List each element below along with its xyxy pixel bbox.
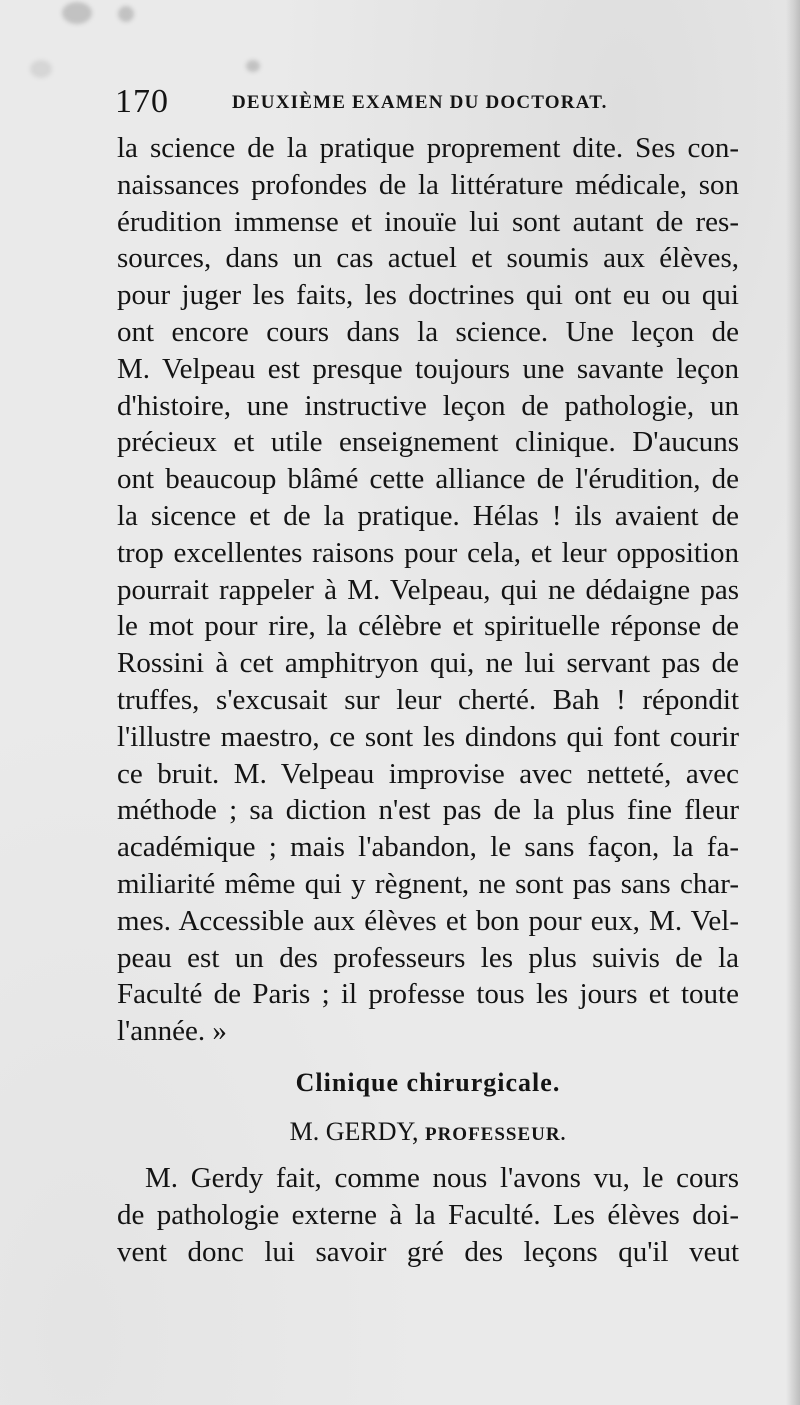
text-line: académique ; mais l'abandon, le sans façon, la fa- xyxy=(117,831,739,864)
text-line: ce bruit. M. Velpeau improvise avec netteté, avec xyxy=(117,757,739,790)
professor-title: PROFESSEUR. xyxy=(424,1124,567,1145)
section-heading: Clinique chirurgicale. xyxy=(295,1068,561,1097)
text-line: méthode ; sa diction n'est pas de la plus fine fleur xyxy=(117,794,739,827)
text-line: l'année. » xyxy=(117,1015,227,1048)
page-edge-shadow xyxy=(786,0,800,1405)
text-line: mes. Accessible aux élèves et bon pour eux, M. Vel- xyxy=(117,904,739,937)
professor-line xyxy=(117,1115,739,1152)
text-line: la science de la pratique proprement dite. Ses con- xyxy=(117,132,739,164)
paragraph-2 xyxy=(117,1160,739,1271)
ink-smudge xyxy=(118,6,134,22)
text-line: peau est un des professeurs les plus suivis de la xyxy=(117,941,739,974)
text-line: pour juger les faits, les doctrines qui ont eu ou qui xyxy=(117,279,739,312)
paragraph-1 xyxy=(117,130,739,1050)
professor-name: M. GERDY, xyxy=(289,1117,419,1146)
text-line: d'histoire, une instructive leçon de pathologie, un xyxy=(117,389,739,422)
text-line: M. Velpeau est presque toujours une savante leçon xyxy=(117,352,739,385)
text-line: sources, dans un cas actuel et soumis aux élèves, xyxy=(117,242,739,275)
ink-smudge xyxy=(246,60,260,72)
text-line: pourrait rappeler à M. Velpeau, qui ne dédaigne pas xyxy=(117,573,739,606)
text-line: de pathologie externe à la Faculté. Les élèves doi- xyxy=(117,1199,739,1231)
text-line: ont encore cours dans la science. Une leçon de xyxy=(117,315,739,348)
ink-smudge xyxy=(30,60,52,78)
text-line: Rossini à cet amphitryon qui, ne lui servant pas de xyxy=(117,647,739,680)
ink-smudge xyxy=(62,2,92,24)
text-line: Faculté de Paris ; il professe tous les jours et toute xyxy=(117,978,739,1011)
text-line: l'illustre maestro, ce sont les dindons qui font courir xyxy=(117,720,739,753)
text-line: trop excellentes raisons pour cela, et leur opposition xyxy=(117,536,739,569)
text-line: érudition immense et inouïe lui sont autant de res- xyxy=(117,205,739,238)
page-header xyxy=(115,80,745,124)
text-line: naissances profondes de la littérature médicale, son xyxy=(117,168,739,201)
text-line: la sicence et de la pratique. Hélas ! ils avaient de xyxy=(117,499,739,532)
page-number: 170 xyxy=(115,83,169,120)
text-line: le mot pour rire, la célèbre et spirituelle réponse de xyxy=(117,610,739,643)
running-head: DEUXIÈME EXAMEN DU DOCTORAT. xyxy=(232,92,608,113)
text-line: vent donc lui savoir gré des leçons qu'il veut xyxy=(117,1236,739,1268)
text-line: ont beaucoup blâmé cette alliance de l'érudition, de xyxy=(117,463,739,496)
text-line: miliarité même qui y règnent, ne sont pas sans char- xyxy=(117,867,739,900)
text-line: précieux et utile enseignement clinique. D'aucuns xyxy=(117,426,739,459)
text-line: M. Gerdy fait, comme nous l'avons vu, le cours xyxy=(145,1162,739,1194)
text-line: truffes, s'excusait sur leur cherté. Bah ! répondit xyxy=(117,683,739,716)
